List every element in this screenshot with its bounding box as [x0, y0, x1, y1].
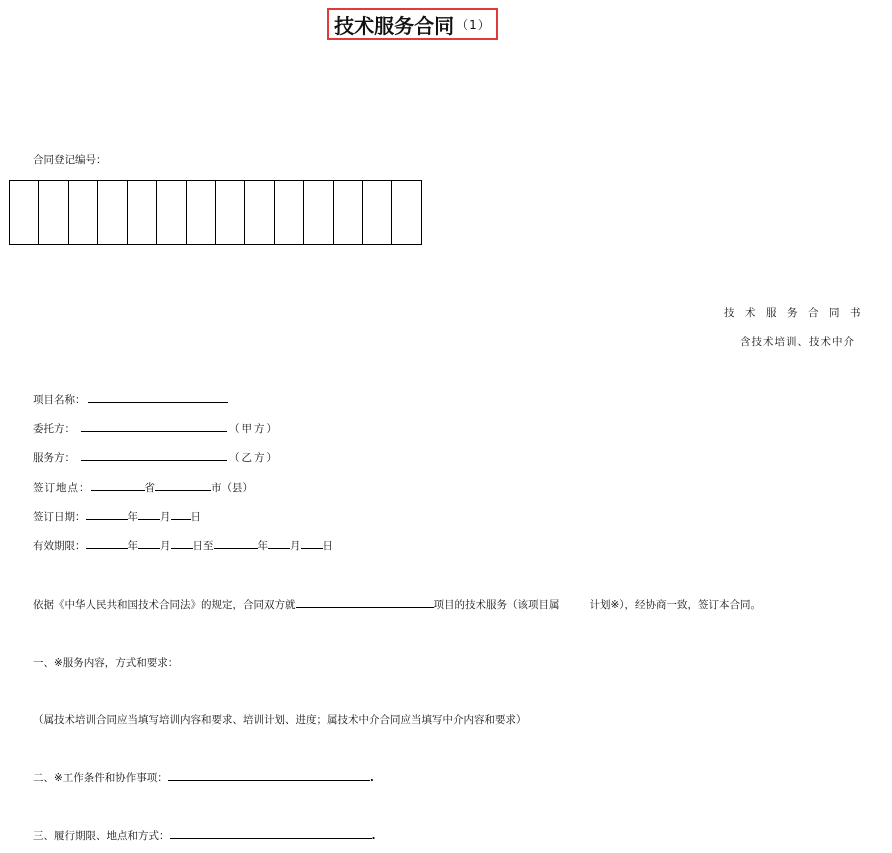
registration-digit-box[interactable] — [216, 181, 245, 244]
provider-label: 服务方： — [33, 452, 75, 464]
registration-digit-box[interactable] — [363, 181, 392, 244]
sign-day-field[interactable] — [171, 509, 191, 520]
registration-label: 合同登记编号： — [33, 154, 107, 166]
registration-digit-box[interactable] — [334, 181, 363, 244]
intro-after: 项目的技术服务（该项目属 — [433, 599, 560, 611]
intro-paragraph — [33, 597, 761, 612]
city-label: 市（县） — [211, 482, 253, 494]
province-field[interactable] — [91, 480, 145, 491]
start-day-field[interactable] — [171, 538, 193, 549]
sign-place-row — [33, 480, 253, 495]
registration-digit-box[interactable] — [245, 181, 274, 244]
day-label: 日 — [322, 540, 333, 552]
document-title — [327, 8, 498, 40]
start-month-field[interactable] — [138, 538, 160, 549]
title-main: 技术服务合同 — [334, 13, 455, 38]
month-label: 月 — [160, 511, 171, 523]
registration-digit-box[interactable] — [98, 181, 127, 244]
valid-period-label: 有效期限： — [33, 540, 86, 552]
province-label: 省 — [144, 482, 155, 494]
sign-place-label: 签订地点： — [33, 482, 91, 494]
city-field[interactable] — [155, 480, 211, 491]
section-3-row — [33, 828, 376, 843]
client-role: （甲方） — [229, 423, 279, 435]
sign-date-row — [33, 509, 201, 524]
registration-number-boxes[interactable] — [9, 180, 422, 245]
provider-role: （乙方） — [229, 452, 279, 464]
section-2-row — [33, 770, 374, 785]
valid-period-row — [33, 538, 333, 553]
section-2-field[interactable] — [168, 770, 370, 781]
header-right-subtitle: 含技术培训、技术中介 — [740, 336, 855, 348]
period: . — [369, 772, 374, 784]
period: . — [371, 830, 376, 842]
sign-date-label: 签订日期： — [33, 511, 86, 523]
registration-digit-box[interactable] — [128, 181, 157, 244]
registration-digit-box[interactable] — [392, 181, 420, 244]
end-month-field[interactable] — [268, 538, 290, 549]
end-year-field[interactable] — [214, 538, 258, 549]
sign-month-field[interactable] — [138, 509, 160, 520]
section-2-heading: 二、※工作条件和协作事项： — [33, 772, 168, 784]
registration-digit-box[interactable] — [304, 181, 333, 244]
day-label: 日 — [190, 511, 201, 523]
intro-plan-field[interactable] — [560, 598, 590, 608]
sign-year-field[interactable] — [86, 509, 128, 520]
section-3-field[interactable] — [170, 828, 372, 839]
registration-digit-box[interactable] — [39, 181, 68, 244]
section-3-heading: 三、履行期限、地点和方式： — [33, 830, 170, 842]
end-day-field[interactable] — [301, 538, 323, 549]
project-name-label: 项目名称： — [33, 394, 86, 406]
project-name-field[interactable] — [88, 392, 228, 403]
registration-digit-box[interactable] — [275, 181, 304, 244]
registration-digit-box[interactable] — [187, 181, 216, 244]
header-right-title: 技术服务合同书 — [724, 307, 871, 319]
provider-row — [33, 450, 279, 465]
year-label: 年 — [127, 511, 138, 523]
section-1-heading: 一、※服务内容，方式和要求： — [33, 657, 179, 669]
project-name-row — [33, 392, 228, 407]
provider-field[interactable] — [81, 450, 227, 461]
intro-before: 依据《中华人民共和国技术合同法》的规定，合同双方就 — [33, 599, 296, 611]
year-label: 年 — [127, 540, 138, 552]
year-label: 年 — [257, 540, 268, 552]
client-field[interactable] — [81, 421, 227, 432]
client-row — [33, 421, 279, 436]
to-label: 日至 — [192, 540, 214, 552]
registration-digit-box[interactable] — [157, 181, 186, 244]
registration-digit-box[interactable] — [10, 181, 39, 244]
intro-project-field[interactable] — [296, 597, 434, 608]
intro-after2: 计划※），经协商一致，签订本合同。 — [589, 599, 762, 611]
title-sub: （1） — [456, 17, 491, 32]
start-year-field[interactable] — [86, 538, 128, 549]
registration-digit-box[interactable] — [69, 181, 98, 244]
client-label: 委托方： — [33, 423, 75, 435]
month-label: 月 — [160, 540, 171, 552]
month-label: 月 — [290, 540, 301, 552]
section-1-note: （属技术培训合同应当填写培训内容和要求、培训计划、进度；属技术中介合同应当填写中介内容和要求） — [33, 714, 527, 726]
